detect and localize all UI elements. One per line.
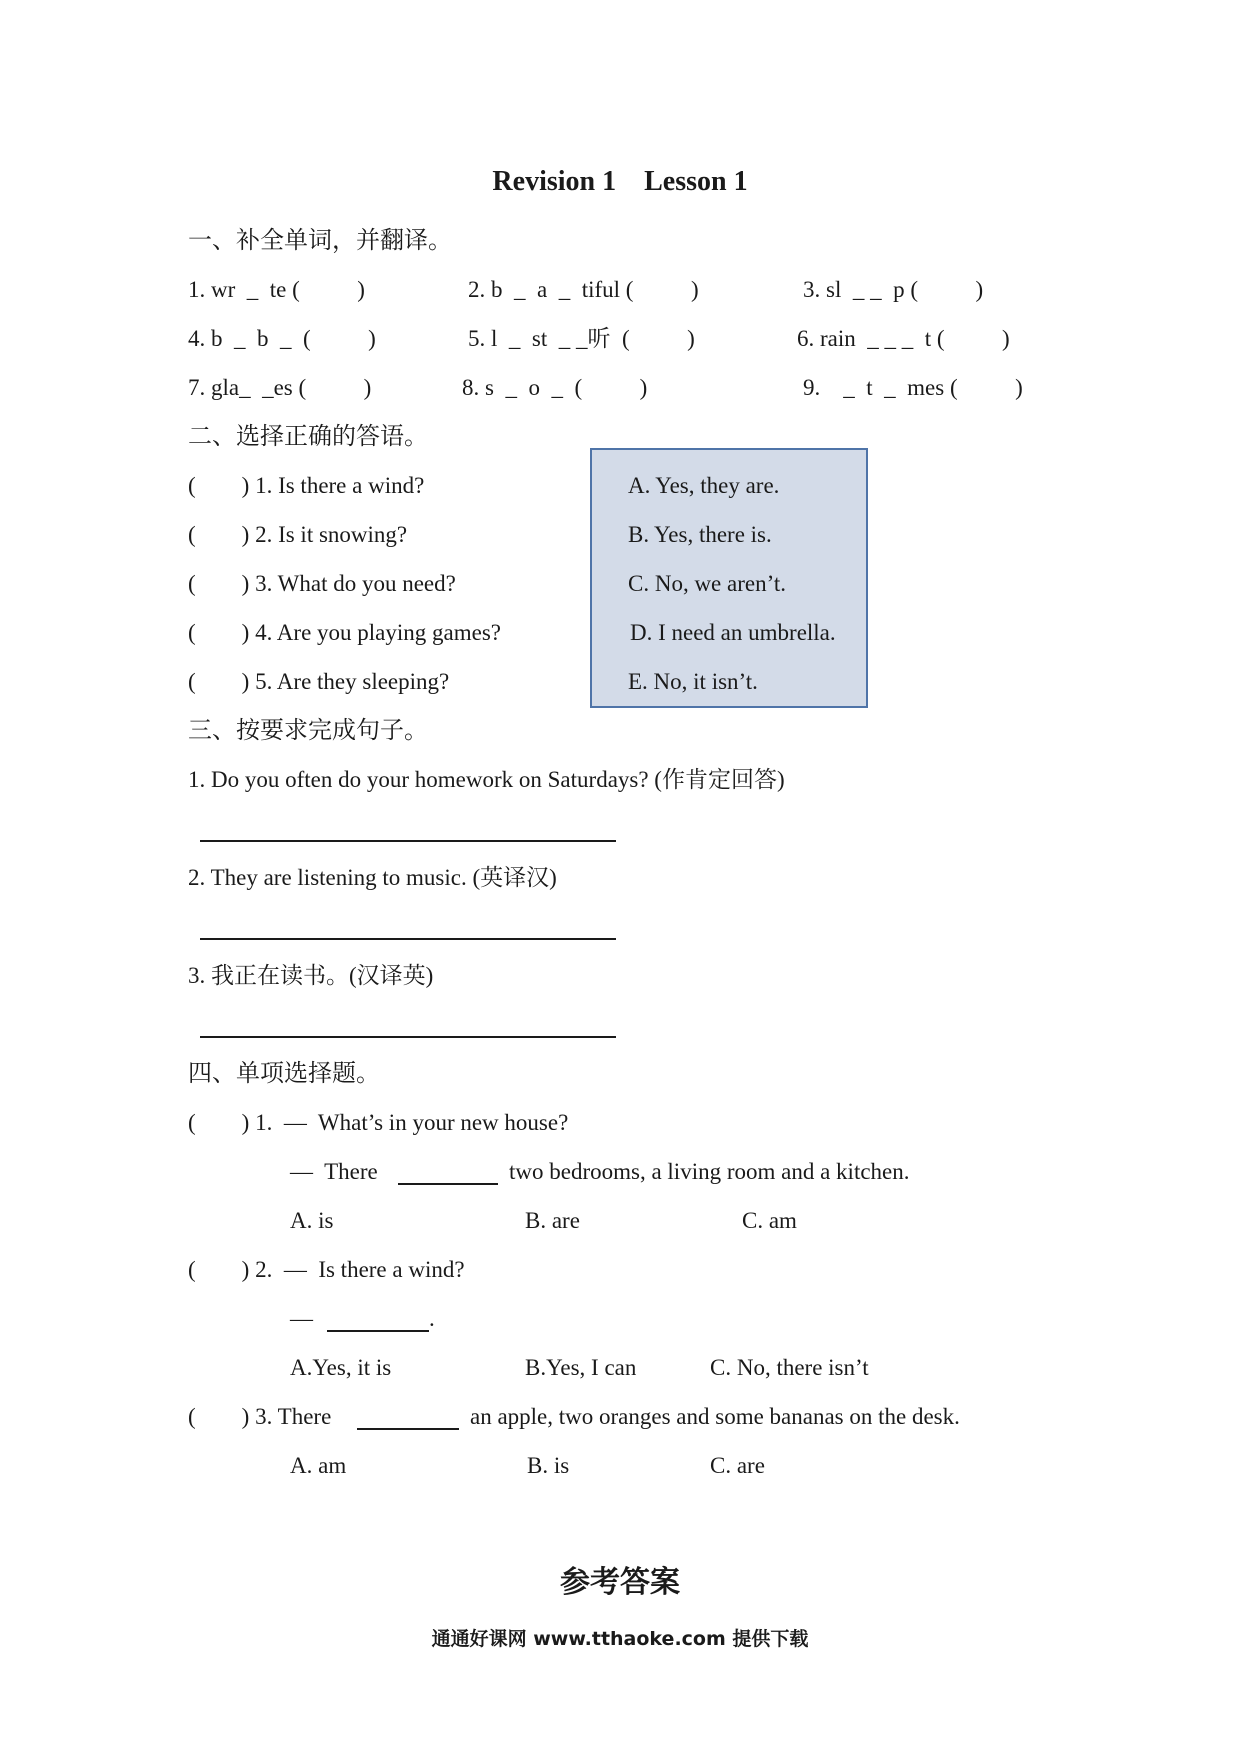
choice-option-1a: A. is: [290, 1208, 334, 1233]
section-heading-1: 一、补全单词，并翻译。: [188, 228, 452, 254]
word-item-6: 6. rain _ _ _ t ( ): [797, 326, 1010, 351]
answer-line-1: [200, 840, 616, 842]
word-item-8: 8. s _ o _ ( ): [462, 375, 648, 400]
choice-option-1b: B. are: [525, 1208, 580, 1233]
choice-question-1-rest: two bedrooms, a living room and a kitchen.: [509, 1159, 910, 1184]
match-option-e: E. No, it isn’t.: [628, 669, 758, 694]
choice-option-2a: A.Yes, it is: [290, 1355, 392, 1380]
choice-question-3: ( ) 3. There: [188, 1404, 332, 1429]
match-question-4: ( ) 4. Are you playing games?: [188, 620, 501, 645]
answer-line-3: [200, 1036, 616, 1038]
sentence-task-3: 3. 我正在读书。(汉译英): [188, 963, 434, 988]
choice-option-2c: C. No, there isn’t: [710, 1355, 869, 1380]
match-option-b: B. Yes, there is.: [628, 522, 772, 547]
page-title: Revision 1 Lesson 1: [492, 166, 748, 197]
choice-option-3a: A. am: [290, 1453, 347, 1478]
choice-option-3b: B. is: [527, 1453, 570, 1478]
match-question-5: ( ) 5. Are they sleeping?: [188, 669, 450, 694]
section-heading-4: 四、单项选择题。: [188, 1061, 380, 1087]
choice-option-3c: C. are: [710, 1453, 765, 1478]
choice-option-2b: B.Yes, I can: [525, 1355, 637, 1380]
section-heading-2: 二、选择正确的答语。: [188, 424, 428, 450]
choice-question-1: ( ) 1. — What’s in your new house?: [188, 1110, 569, 1135]
choice-question-2: ( ) 2. — Is there a wind?: [188, 1257, 465, 1282]
sentence-task-1: 1. Do you often do your homework on Saturdays? (作肯定回答): [188, 767, 785, 792]
section-heading-3: 三、按要求完成句子。: [188, 718, 428, 744]
word-item-1: 1. wr _ te ( ): [188, 277, 365, 302]
fill-blank: [398, 1183, 498, 1185]
choice-option-1c: C. am: [742, 1208, 797, 1233]
answers-heading: 参考答案: [560, 1566, 680, 1599]
match-question-3: ( ) 3. What do you need?: [188, 571, 456, 596]
word-item-9: 9. _ t _ mes ( ): [803, 375, 1023, 400]
sentence-task-2: 2. They are listening to music. (英译汉): [188, 865, 557, 890]
match-question-1: ( ) 1. Is there a wind?: [188, 473, 425, 498]
match-option-c: C. No, we aren’t.: [628, 571, 786, 596]
answer-line-2: [200, 938, 616, 940]
footer-watermark: 通通好课网 www.tthaoke.com 提供下载: [431, 1628, 809, 1650]
word-item-5: 5. l _ st _ _听 ( ): [468, 326, 695, 351]
choice-question-2-prompt: —: [290, 1306, 313, 1331]
choice-question-3-rest: an apple, two oranges and some bananas on the desk.: [470, 1404, 960, 1429]
word-item-2: 2. b _ a _ tiful ( ): [468, 277, 699, 302]
match-option-d: D. I need an umbrella.: [630, 620, 836, 645]
match-option-a: A. Yes, they are.: [628, 473, 780, 498]
word-item-4: 4. b _ b _ ( ): [188, 326, 376, 351]
fill-blank: [357, 1428, 459, 1430]
choice-question-2-end: .: [429, 1306, 435, 1331]
word-item-3: 3. sl _ _ p ( ): [803, 277, 984, 302]
word-item-7: 7. gla_ _es ( ): [188, 375, 372, 400]
choice-question-1-prompt: — There: [290, 1159, 378, 1184]
match-question-2: ( ) 2. Is it snowing?: [188, 522, 408, 547]
fill-blank: [327, 1330, 429, 1332]
